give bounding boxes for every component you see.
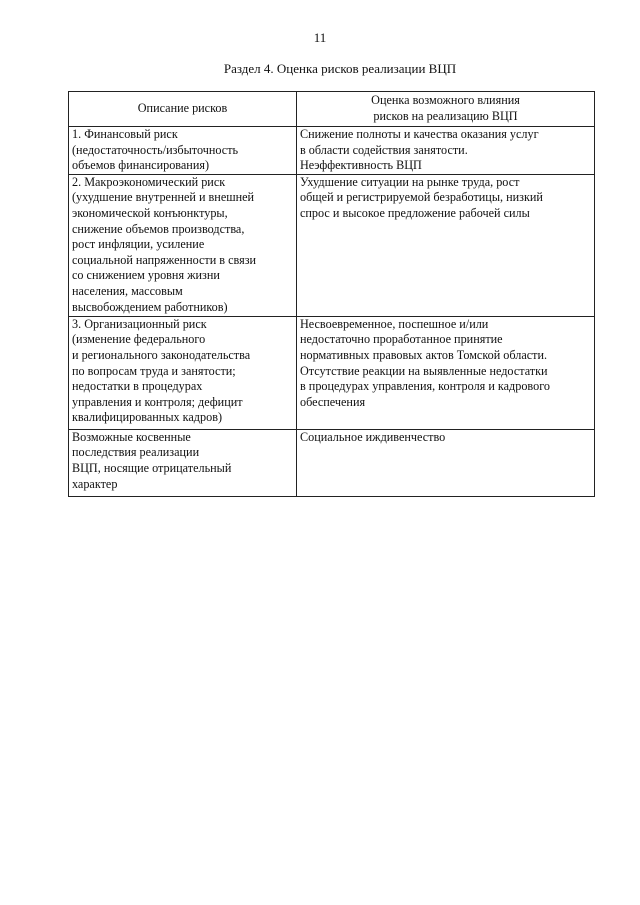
header-text-line: Оценка возможного влияния bbox=[371, 93, 520, 108]
section-title: Раздел 4. Оценка рисков реализации ВЦП bbox=[223, 61, 457, 76]
cell-text-line: экономической конъюнктуры, bbox=[72, 205, 228, 220]
header-text-line: рисков на реализацию ВЦП bbox=[373, 109, 518, 123]
page-number: 11 bbox=[313, 30, 327, 45]
risk-description-cell bbox=[69, 127, 297, 175]
cell-text-line: 2. Макроэкономический риск bbox=[72, 174, 226, 189]
cell-text-line: (изменение федерального bbox=[72, 332, 206, 347]
cell-text-line: в области содействия занятости. bbox=[300, 142, 468, 157]
cell-text-line: рост инфляции, усиление bbox=[72, 237, 205, 252]
cell-text-line: высвобождением работников) bbox=[72, 299, 228, 314]
cell-text-line: (ухудшение внутренней и внешней bbox=[72, 190, 255, 205]
cell-text-line: квалифицированных кадров) bbox=[72, 410, 223, 425]
header-risk-description bbox=[69, 92, 297, 127]
cell-text-line: 3. Организационный риск bbox=[72, 316, 207, 331]
cell-text-line: в процедурах управления, контроля и кадрового bbox=[300, 379, 550, 394]
cell-text-line: и регионального законодательства bbox=[72, 347, 251, 362]
risk-impact-cell bbox=[297, 429, 595, 496]
cell-text-line: по вопросам труда и занятости; bbox=[72, 363, 236, 378]
cell-text-line: Неэффективность ВЦП bbox=[300, 158, 422, 173]
cell-text-line: 1. Финансовый риск bbox=[72, 127, 178, 141]
cell-text-line: со снижением уровня жизни bbox=[72, 268, 220, 283]
cell-text-line: (недостаточность/избыточность bbox=[72, 142, 239, 157]
risk-description-cell bbox=[69, 174, 297, 316]
table-row bbox=[69, 316, 595, 429]
table-row bbox=[69, 429, 595, 496]
cell-text-line: недостатки в процедурах bbox=[72, 379, 203, 394]
risk-impact-cell bbox=[297, 174, 595, 316]
header-impact-assessment bbox=[297, 92, 595, 127]
table-row bbox=[69, 127, 595, 175]
table-header-row bbox=[69, 92, 595, 127]
cell-text-line: управления и контроля; дефицит bbox=[72, 394, 243, 409]
cell-text-line: Возможные косвенные bbox=[72, 429, 191, 444]
cell-text-line: нормативных правовых актов Томской области. bbox=[300, 347, 548, 362]
cell-text-line: населения, массовым bbox=[72, 283, 183, 298]
cell-text-line: Социальное иждивенчество bbox=[300, 429, 446, 444]
cell-text-line: социальной напряженности в связи bbox=[72, 252, 257, 267]
risk-impact-cell bbox=[297, 127, 595, 175]
cell-text-line: Ухудшение ситуации на рынке труда, рост bbox=[300, 174, 520, 189]
cell-text-line: Отсутствие реакции на выявленные недостатки bbox=[300, 363, 548, 378]
risk-table bbox=[68, 91, 595, 497]
risk-impact-cell bbox=[297, 316, 595, 429]
cell-text-line: Снижение полноты и качества оказания услуг bbox=[300, 127, 539, 141]
cell-text-line: недостаточно проработанное принятие bbox=[300, 332, 503, 347]
cell-text-line: снижение объемов производства, bbox=[72, 221, 245, 236]
risk-description-cell bbox=[69, 316, 297, 429]
cell-text-line: объемов финансирования) bbox=[72, 158, 210, 173]
cell-text-line: общей и регистрируемой безработицы, низкий bbox=[300, 190, 543, 205]
cell-text-line: спрос и высокое предложение рабочей силы bbox=[300, 205, 530, 220]
risk-description-cell bbox=[69, 429, 297, 496]
cell-text-line: последствия реализации bbox=[72, 445, 200, 460]
cell-text-line: характер bbox=[72, 476, 118, 491]
cell-text-line: Несвоевременное, поспешное и/или bbox=[300, 316, 489, 331]
table-row bbox=[69, 174, 595, 316]
cell-text-line: ВЦП, носящие отрицательный bbox=[72, 460, 232, 475]
header-text-line: Описание рисков bbox=[137, 101, 228, 116]
cell-text-line: обеспечения bbox=[300, 394, 366, 409]
